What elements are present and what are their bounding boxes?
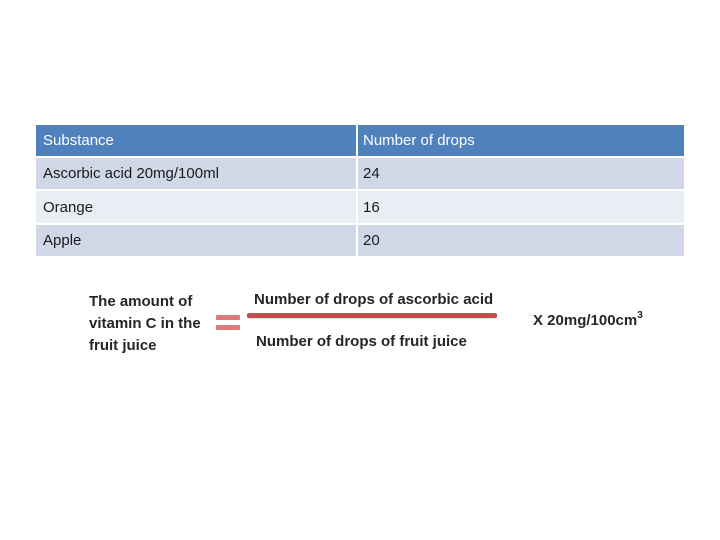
data-table <box>36 125 684 258</box>
multiplier-text <box>533 310 643 329</box>
fraction-numerator: Number of drops of ascorbic acid <box>254 291 494 308</box>
table-row <box>36 158 684 189</box>
table-cell-drops: 16 <box>358 191 684 223</box>
header-substance: Substance <box>36 125 356 156</box>
table-cell-substance: Ascorbic acid 20mg/100ml <box>36 158 356 189</box>
table-cell-substance: Orange <box>36 191 356 223</box>
equals-sign <box>216 315 240 331</box>
table-row <box>36 191 684 223</box>
equals-bar-top <box>216 315 240 320</box>
table-row <box>36 225 684 256</box>
fraction-line <box>247 313 497 318</box>
table-cell-substance: Apple <box>36 225 356 256</box>
table-cell-drops: 24 <box>358 158 684 189</box>
multiplier-base: X 20mg/100cm <box>533 312 638 329</box>
equals-bar-bottom <box>216 325 240 330</box>
fraction-denominator: Number of drops of fruit juice <box>256 333 467 350</box>
header-number-of-drops: Number of drops <box>358 125 684 156</box>
table-header-row <box>36 125 684 156</box>
formula-left-text: The amount of vitamin C in the fruit juice <box>89 293 201 354</box>
table-cell-drops: 20 <box>358 225 684 256</box>
multiplier-superscript: 3 <box>637 310 643 321</box>
